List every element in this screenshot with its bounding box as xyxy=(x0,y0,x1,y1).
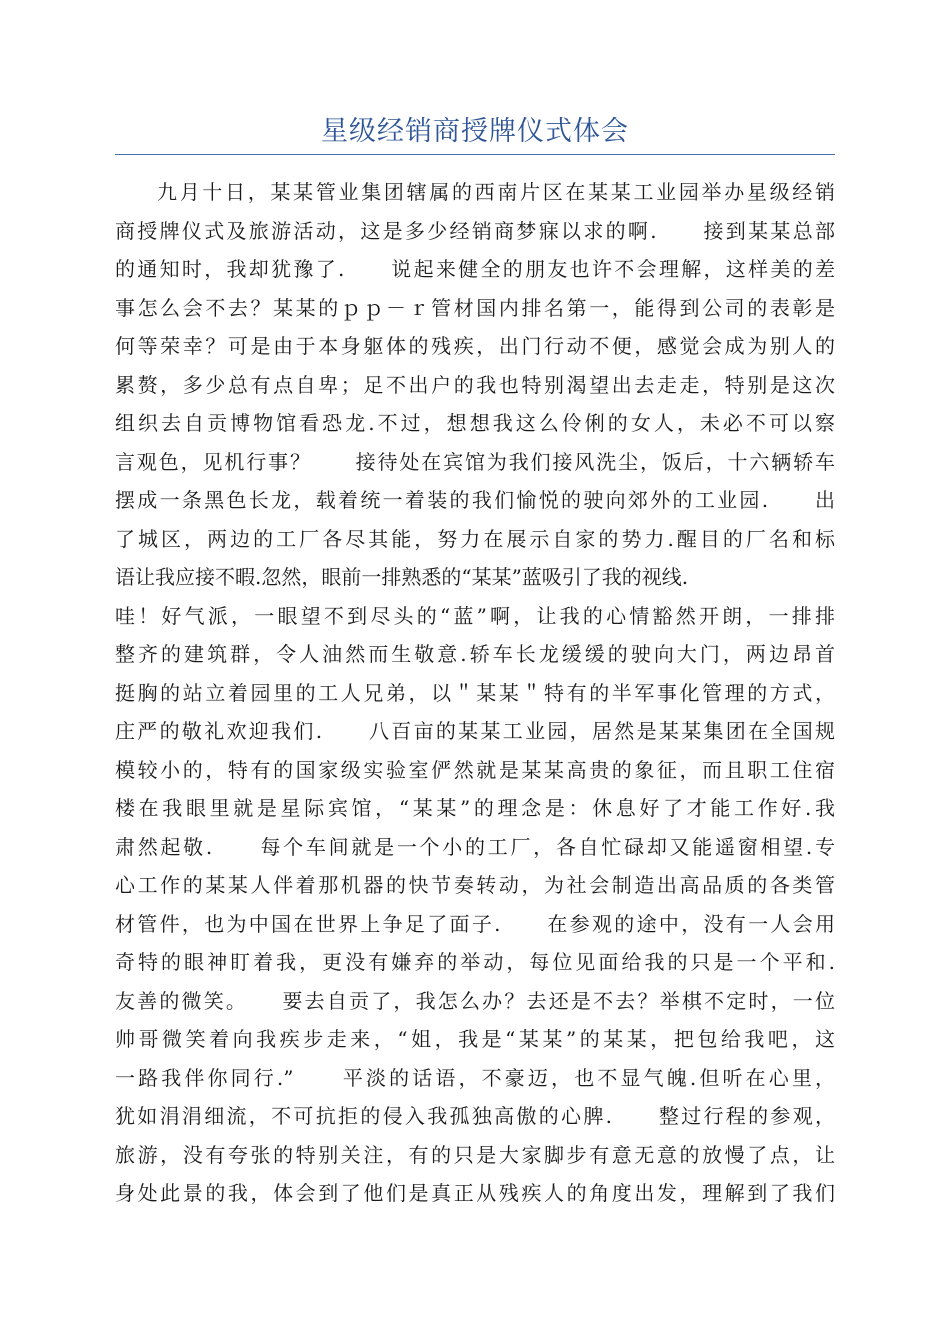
body-line: 心工作的某某人伴着那机器的快节奏转动，为社会制造出高品质的各类管 xyxy=(115,873,835,897)
body-line: 奇特的眼神盯着我，更没有嫌弃的举动，每位见面给我的只是一个平和. xyxy=(115,950,835,974)
body-line: 一路我伴你同行.” 平淡的话语，不豪迈，也不显气魄.但听在心里， xyxy=(115,1065,835,1090)
body-line: 犹如涓涓细流，不可抗拒的侵入我孤独高傲的心脾. 整过行程的参观， xyxy=(115,1104,835,1128)
document-title: 星级经销商授牌仪式体会 xyxy=(321,116,629,147)
body-line: 旅游，没有夸张的特别关注，有的只是大家脚步有意无意的放慢了点，让 xyxy=(115,1142,835,1167)
body-line: 模较小的，特有的国家级实验室俨然就是某某高贵的象征，而且职工住宿 xyxy=(115,757,835,782)
body-line: 商授牌仪式及旅游活动，这是多少经销商梦寐以求的啊. 接到某某总部 xyxy=(115,218,835,243)
body-line: 友善的微笑。 要去自贡了，我怎么办？去还是不去？举棋不定时，一位 xyxy=(115,988,835,1013)
body-line: 组织去自贡博物馆看恐龙.不过，想想我这么伶俐的女人，未必不可以察 xyxy=(115,411,835,435)
body-line: 庄严的敬礼欢迎我们. 八百亩的某某工业园，居然是某某集团在全国规 xyxy=(115,719,835,743)
body-line: 楼在我眼里就是星际宾馆，“某某”的理念是：休息好了才能工作好.我 xyxy=(115,796,835,820)
body-line: 挺胸的站立着园里的工人兄弟，以＂某某＂特有的半军事化管理的方式， xyxy=(115,680,835,705)
document-body xyxy=(115,173,835,1213)
body-line: 帅哥微笑着向我疾步走来，“姐，我是“某某”的某某，把包给我吧，这 xyxy=(115,1027,835,1051)
body-line: 身处此景的我，体会到了他们是真正从残疾人的角度出发，理解到了我们 xyxy=(115,1181,835,1205)
body-line: 摆成一条黑色长龙，载着统一着装的我们愉悦的驶向郊外的工业园. 出 xyxy=(115,488,835,512)
body-line: 累赘，多少总有点自卑；足不出户的我也特别渴望出去走走，特别是这次 xyxy=(115,372,835,397)
body-line: 言观色，见机行事？ 接待处在宾馆为我们接风洗尘，饭后，十六辆轿车 xyxy=(115,449,835,474)
body-line: 何等荣幸？可是由于本身躯体的残疾，出门行动不便，感觉会成为别人的 xyxy=(115,334,835,358)
body-line: 哇！好气派，一眼望不到尽头的“蓝”啊，让我的心情豁然开朗，一排排 xyxy=(115,603,835,628)
title-underline xyxy=(115,154,835,155)
body-line: 肃然起敬. 每个车间就是一个小的工厂，各自忙碌却又能遥窗相望.专 xyxy=(115,834,835,859)
body-line: 的通知时，我却犹豫了. 说起来健全的朋友也许不会理解，这样美的差 xyxy=(115,257,835,281)
body-line: 事怎么会不去？某某的ｐｐ－ｒ管材国内排名第一，能得到公司的表彰是 xyxy=(115,295,835,320)
body-line: 九月十日，某某管业集团辖属的西南片区在某某工业园举办星级经销 xyxy=(157,180,835,204)
body-line: 了城区，两边的工厂各尽其能，努力在展示自家的势力.醒目的厂名和标 xyxy=(115,526,835,551)
body-line: 材管件，也为中国在世界上争足了面子. 在参观的途中，没有一人会用 xyxy=(115,911,835,936)
body-line: 整齐的建筑群，令人油然而生敬意.轿车长龙缓缓的驶向大门，两边昂首 xyxy=(115,642,835,666)
body-line: 语让我应接不暇.忽然，眼前一排熟悉的“某某”蓝吸引了我的视线. xyxy=(115,565,689,589)
